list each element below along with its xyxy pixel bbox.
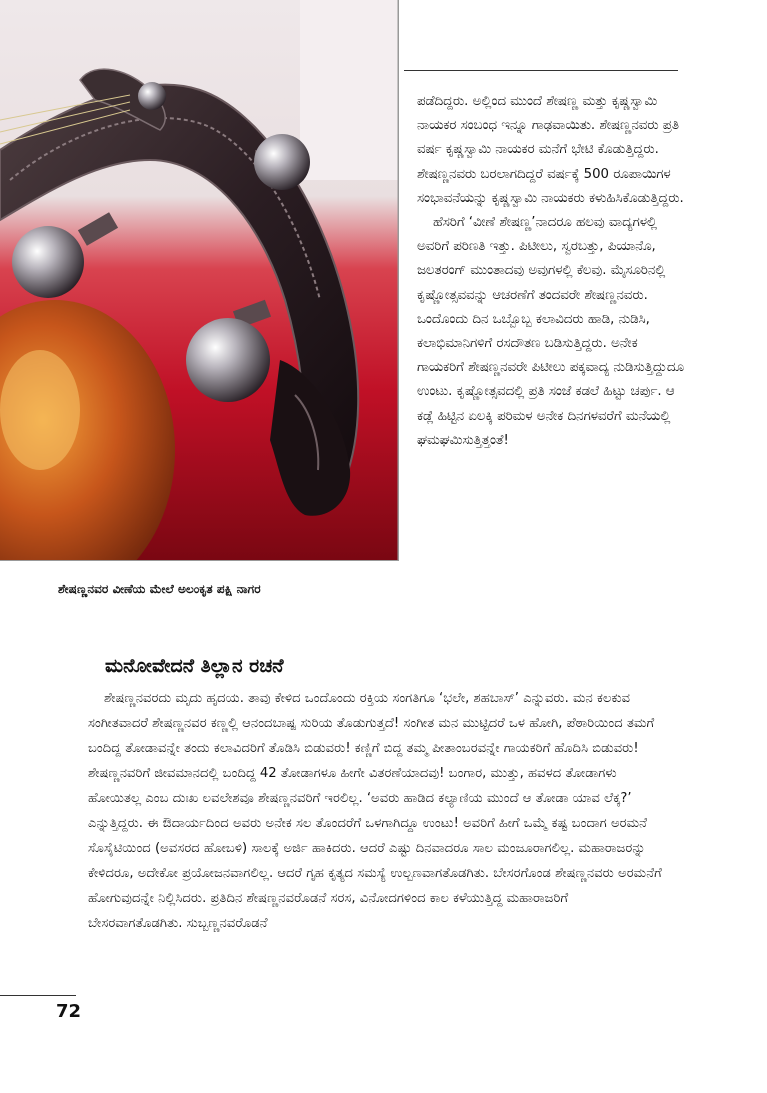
section-title: ಮನೋವೇದನೆ ತಿಲ್ಲಾನ ರಚನೆ [105, 655, 284, 677]
right-paragraph-1: ಪಡೆದಿದ್ದರು. ಅಲ್ಲಿಂದ ಮುಂದೆ ಶೇಷಣ್ಣ ಮತ್ತು ಕೃಷ್ಣಸ್ವಾಮಿ ನಾಯಕರ ಸಂಬಂಧ ಇನ್ನೂ ಗಾಢವಾಯಿತು. ಶೇಷಣ್ಣನವರು ಪ್ರತಿ ವರ್ಷ ಕೃಷ್ಣಸ್ವಾಮಿ ನಾಯಕರ ಮನೆಗೆ ಭೇಟಿ ಕೊಡುತ್ತಿದ್ದರು. ಶೇಷಣ್ಣನವರು ಬರಲಾಗದಿದ್ದರೆ ವರ್ಷಕ್ಕೆ 500 ರೂಪಾಯಿಗಳ ಸಂಭಾವನೆಯನ್ನು ಕೃಷ್ಣಸ್ವಾಮಿ ನಾಯಕರು ಕಳುಹಿಸಿಕೊಡುತ್ತಿದ್ದರು. [417, 94, 684, 206]
right-column [417, 90, 687, 453]
right-paragraph-2: ಹೆಸರಿಗೆ ‘ವೀಣೆ ಶೇಷಣ್ಣ’ನಾದರೂ ಹಲವು ವಾದ್ಯಗಳಲ್ಲಿ ಅವರಿಗೆ ಪರಿಣತಿ ಇತ್ತು. ಪಿಟೀಲು, ಸ್ವರಬತ್ತು, ಪಿಯಾನೊ, ಜಲತರಂಗ್ ಮುಂತಾದವು ಅವುಗಳಲ್ಲಿ ಕೆಲವು. ಮೈಸೂರಿನಲ್ಲಿ ಕೃಷ್ಣೋತ್ಸವವನ್ನು ಆಚರಣೆಗೆ ತಂದವರೇ ಶೇಷಣ್ಣನವರು. ಒಂದೊಂದು ದಿನ ಒಬ್ಬೊಬ್ಬ ಕಲಾವಿದರು ಹಾಡಿ, ನುಡಿಸಿ, ಕಲಾಭಿಮಾನಿಗಳಿಗೆ ರಸದೌತಣ ಬಡಿಸುತ್ತಿದ್ದರು. ಅನೇಕ ಗಾಯಕರಿಗೆ ಶೇಷಣ್ಣನವರೇ ಪಿಟೀಲು ಪಕ್ಕವಾದ್ಯ ನುಡಿಸುತ್ತಿದ್ದುದೂ ಉಂಟು. ಕೃಷ್ಣೋತ್ಸವದಲ್ಲಿ ಪ್ರತಿ ಸಂಜೆ ಕಡಲೆ ಹಿಟ್ಟು ಚರ್ಪು. ಆ ಕಡ್ಲೆ ಹಿಟ್ಟಿನ ಏಲಕ್ಕಿ ಪರಿಮಳ ಅನೇಕ ದಿನಗಳವರೆಗೆ ಮನೆಯಲ್ಲಿ ಘಮಘಮಿಸುತ್ತಿತ್ತಂತೆ! [417, 215, 684, 448]
page-number: 72 [56, 1001, 82, 1022]
veena-photo [0, 0, 399, 561]
section-body: ಶೇಷಣ್ಣನವರದು ಮೃದು ಹೃದಯ. ತಾವು ಕೇಳಿದ ಒಂದೊಂದು ರಕ್ತಿಯ ಸಂಗತಿಗೂ ‘ಭಲೇ, ಶಹಬಾಸ್’ ಎನ್ನುವರು. ಮನ ಕಲಕುವ ಸಂಗೀತವಾದರೆ ಶೇಷಣ್ಣನವರ ಕಣ್ಣಲ್ಲಿ ಆನಂದಬಾಷ್ಪ ಸುರಿಯ ತೊಡುಗುತ್ತದೆ! ಸಂಗೀತ ಮನ ಮುಟ್ಟಿದರೆ ಒಳ ಹೋಗಿ, ಪೆಠಾರಿಯಿಂದ ತಮಗೆ ಬಂದಿದ್ದ ತೋಡಾವನ್ನೇ ತಂದು ಕಲಾವಿದರಿಗೆ ತೊಡಿಸಿ ಬಿಡುವರು! ಕಣ್ಣಿಗೆ ಬಿದ್ದ ತಮ್ಮ ಪೀತಾಂಬರವನ್ನೇ ಗಾಯಕರಿಗೆ ಹೊದಿಸಿ ಬಿಡುವರು! ಶೇಷಣ್ಣನವರಿಗೆ ಜೀವಮಾನದಲ್ಲಿ ಬಂದಿದ್ದ 42 ತೋಡಾಗಳೂ ಹೀಗೇ ವಿತರಣೆಯಾದವು! ಬಂಗಾರ, ಮುತ್ತು, ಹವಳದ ತೋಡಾಗಳು ಹೋಯಿತಲ್ಲ ಎಂಬ ದುಃಖ ಲವಲೇಶವೂ ಶೇಷಣ್ಣನವರಿಗೆ ಇರಲಿಲ್ಲ. ‘ಅವರು ಹಾಡಿದ ಕಲ್ಯಾಣಿಯ ಮುಂದೆ ಆ ತೋಡಾ ಯಾವ ಲೆಕ್ಕ?’ ಎನ್ನುತ್ತಿದ್ದರು. ಈ ಔದಾರ್ಯದಿಂದ ಅವರು ಅನೇಕ ಸಲ ತೊಂದರೆಗೆ ಒಳಗಾಗಿದ್ದೂ ಉಂಟು! ಅವರಿಗೆ ಹೀಗೆ ಒಮ್ಮೆ ಕಷ್ಟ ಬಂದಾಗ ಅರಮನೆ ಸೊಸೈಟಿಯಿಂದ (ಅವಸರದ ಹೋಬಳಿ) ಸಾಲಕ್ಕೆ ಅರ್ಜಿ ಹಾಕಿದರು. ಆದರೆ ಎಷ್ಟು ದಿನವಾದರೂ ಸಾಲ ಮಂಜೂರಾಗಲಿಲ್ಲ. ಮಹಾರಾಜರನ್ನು ಕೇಳಿದರೂ, ಅದೇಕೋ ಪ್ರಯೋಜನವಾಗಲಿಲ್ಲ. ಆದರೆ ಗೃಹ ಕೃತ್ಯದ ಸಮಸ್ಯೆ ಉಲ್ಬಣವಾಗತೊಡಗಿತು. ಬೇಸರಗೊಂಡ ಶೇಷಣ್ಣನವರು ಅರಮನೆಗೆ ಹೋಗುವುದನ್ನೇ ನಿಲ್ಲಿಸಿದರು. ಪ್ರತಿದಿನ ಶೇಷಣ್ಣನವರೊಡನೆ ಸರಸ, ವಿನೋದಗಳಿಂದ ಕಾಲ ಕಳೆಯುತ್ತಿದ್ದ ಮಹಾರಾಜರಿಗೆ ಬೇಸರವಾಗತೊಡಗಿತು. ಸುಬ್ಬಣ್ಣನವರೊಡನೆ [88, 691, 662, 931]
photo-caption: ಶೇಷಣ್ಣನವರ ವೀಣೆಯ ಮೇಲೆ ಅಲಂಕೃತ ಪಕ್ಷಿ ನಾಗರ [58, 582, 261, 596]
footer-rule [0, 995, 76, 996]
veena-illustration [0, 0, 398, 560]
top-rule [404, 70, 678, 71]
